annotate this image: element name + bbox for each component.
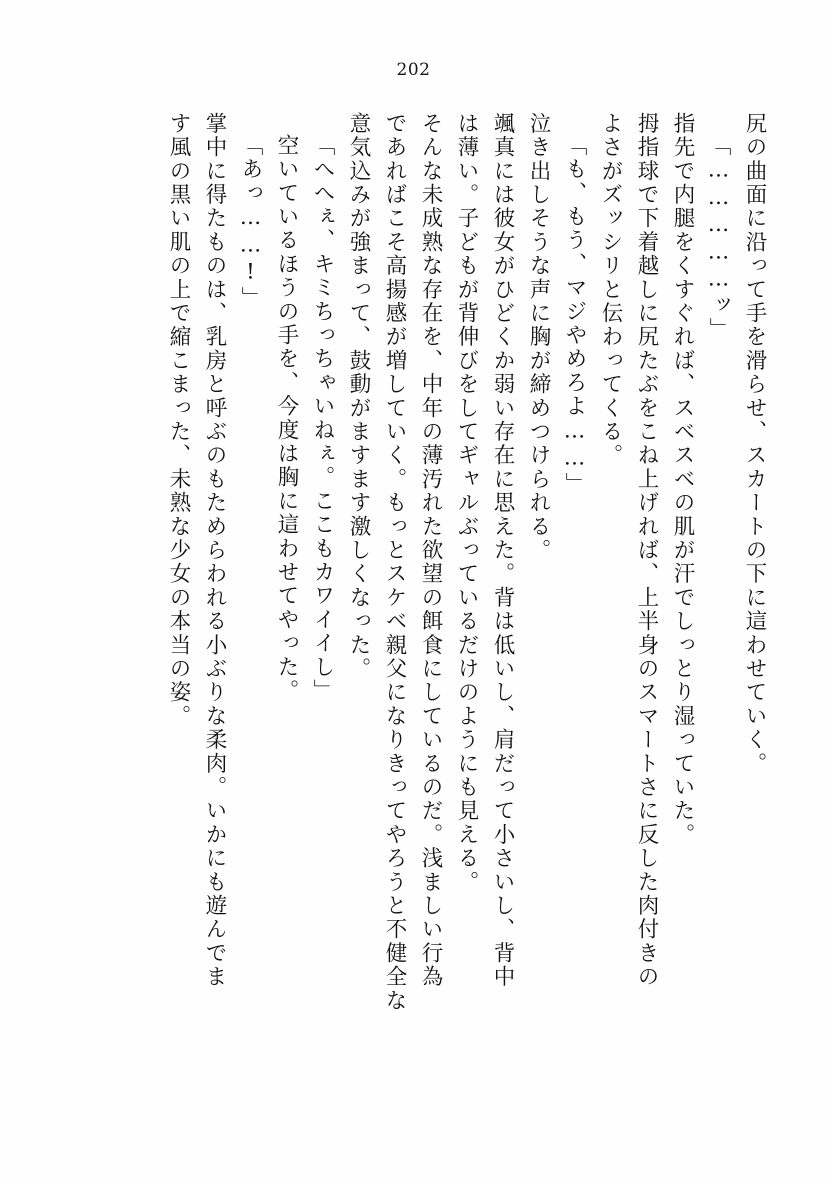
text-line: は薄い。子どもが背伸びをしてギャルぶっているだけのようにも見える。 <box>454 112 479 895</box>
text-line: そんな未成熟な存在を、中年の薄汚れた欲望の餌食にしているのだ。浅ましい行為 <box>418 112 443 989</box>
text-line: 「も、もう、マジやめろよ……」 <box>562 134 587 497</box>
text-line: であればこそ高揚感が増していく。もっとスケベ親父になりきってやろうと不健全な <box>382 112 407 1013</box>
text-line: 「あっ……!」 <box>238 134 263 311</box>
text-line: 掌中に得たものは、乳房と呼ぶのもためらわれる小ぶりな柔肉。いかにも遊んでま <box>202 112 227 989</box>
text-line: 空いているほうの手を、今度は胸に這わせてやった。 <box>274 134 299 703</box>
body-text-block <box>78 112 765 1122</box>
text-line: 拇指球で下着越しに尻たぶをこね上げれば、上半身のスマートさに反した肉付きの <box>634 112 659 989</box>
text-line: 意気込みが強まって、鼓動がますます激しくなった。 <box>346 112 371 681</box>
page-number: 202 <box>396 60 431 80</box>
text-line: 「……………ッ」 <box>706 134 731 342</box>
text-line: す風の黒い肌の上で縮こまった、未熟な少女の本当の姿。 <box>166 112 191 729</box>
text-line: 颯真には彼女がひどくか弱い存在に思えた。背は低いし、肩だって小さいし、背中 <box>490 112 515 989</box>
text-line: 尻の曲面に沿って手を滑らせ、スカートの下に這わせていく。 <box>742 112 767 776</box>
text-line: よさがズッシリと伝わってくる。 <box>598 112 623 468</box>
text-line: 泣き出しそうな声に胸が締めつけられる。 <box>526 112 551 563</box>
text-line: 「へへぇ、キミちっちゃいねぇ。ここもカワイイし」 <box>310 134 335 703</box>
text-line: 指先で内腿をくすぐれば、スベスベの肌が汗でしっとり湿っていた。 <box>670 112 695 847</box>
